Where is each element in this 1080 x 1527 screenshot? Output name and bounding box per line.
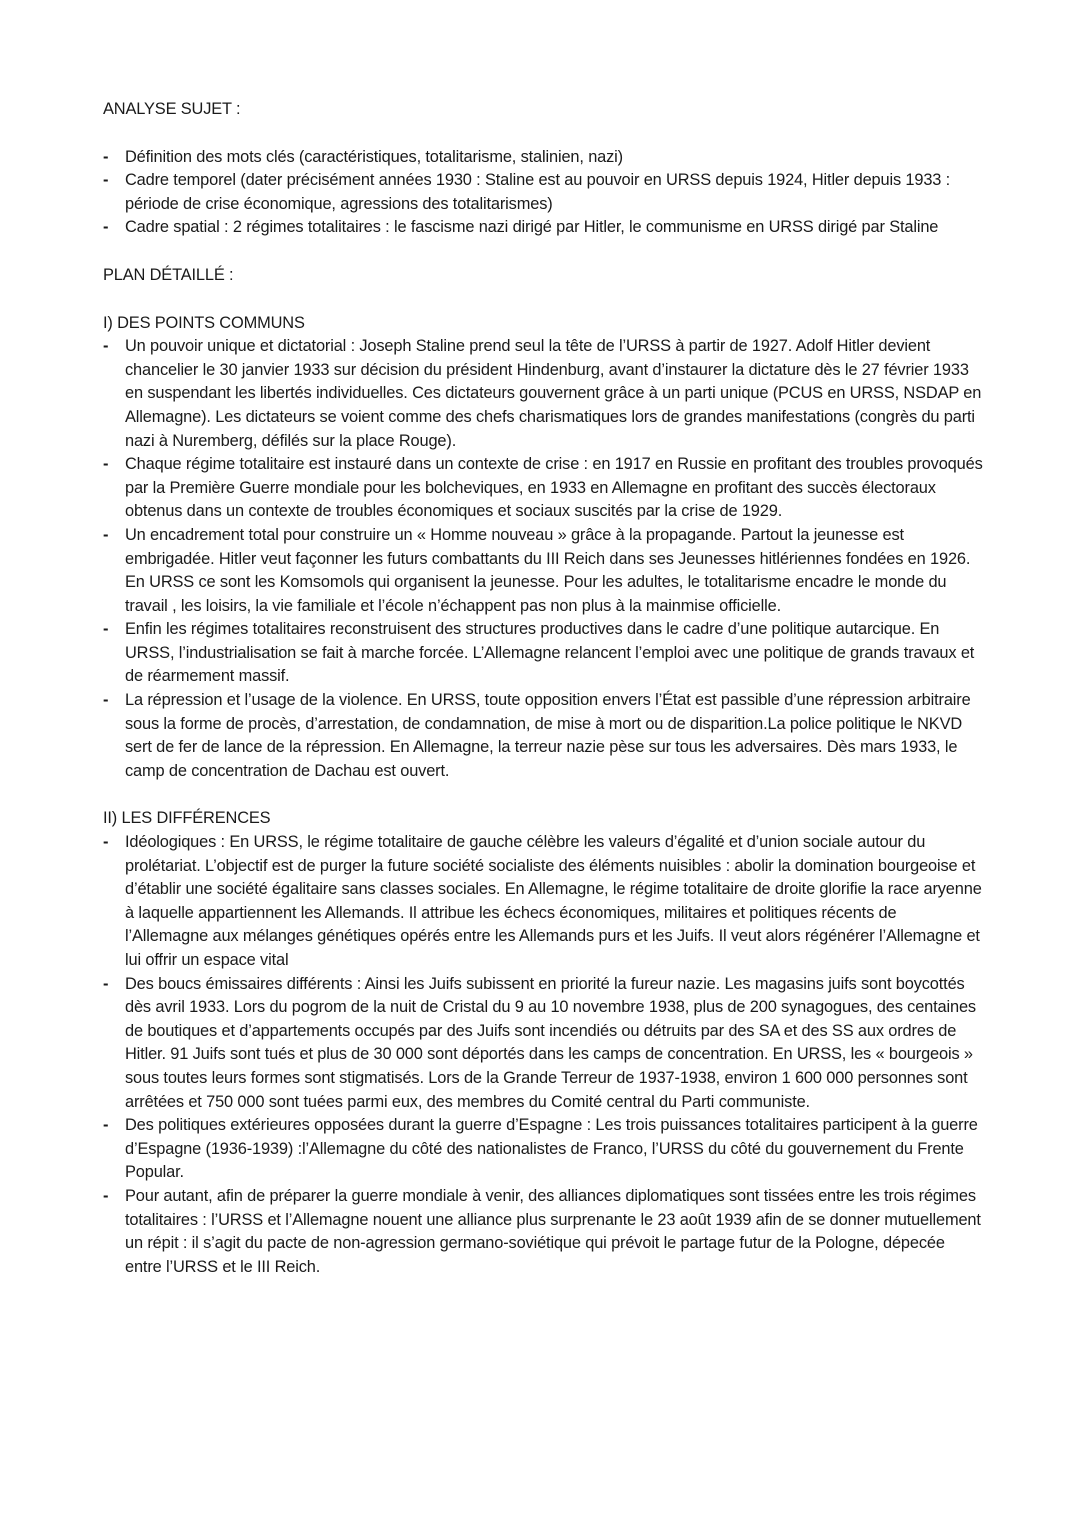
dash-bullet-icon: - — [103, 171, 109, 190]
section-2-list — [103, 831, 983, 1279]
list-item — [103, 831, 983, 973]
analyse-heading: ANALYSE SUJET : — [103, 100, 241, 118]
dash-bullet-icon: - — [103, 455, 109, 474]
list-item-text: Cadre temporel (dater précisément années 1930 : Staline est au pouvoir en URSS depuis 1924, Hitler depuis 1933 : période de crise économique, agressions des totalitarismes) — [125, 171, 951, 213]
dash-bullet-icon: - — [103, 147, 109, 166]
list-item — [103, 1185, 983, 1279]
list-item-text: Idéologiques : En URSS, le régime totalitaire de gauche célèbre les valeurs d’égalité et d’union sociale autour du prolétariat. L’objectif est de purger la future société socialiste des éléments nuisibles : abolir la domination bourgeoise et d’établir une société égalitaire sans classes sociales. En Allemagne, le régime totalitaire de droite glorifie la race aryenne à laquelle appartiennent les Allemands. Il attribue les échecs économiques, militaires et politiques récents de l’Allemagne aux mélanges génétiques opérés entre les Allemands purs et les Juifs. Il veut alors régénérer l’Allemagne et lui offrir un espace vital — [125, 833, 982, 969]
list-item-text: Définition des mots clés (caractéristiques, totalitarisme, stalinien, nazi) — [125, 147, 623, 166]
list-item — [103, 216, 983, 240]
dash-bullet-icon: - — [103, 620, 109, 639]
spacer — [103, 240, 983, 264]
dash-bullet-icon: - — [103, 337, 109, 356]
dash-bullet-icon: - — [103, 218, 109, 237]
list-item — [103, 618, 983, 689]
dash-bullet-icon: - — [103, 974, 109, 993]
list-item — [103, 1114, 983, 1185]
list-item — [103, 169, 983, 216]
spacer — [103, 288, 983, 312]
list-item — [103, 973, 983, 1115]
list-item — [103, 146, 983, 170]
analyse-list — [103, 146, 983, 240]
list-item — [103, 689, 983, 783]
dash-bullet-icon: - — [103, 525, 109, 544]
dash-bullet-icon: - — [103, 1186, 109, 1205]
list-item — [103, 453, 983, 524]
list-item — [103, 335, 983, 453]
dash-bullet-icon: - — [103, 1116, 109, 1135]
dash-bullet-icon: - — [103, 833, 109, 852]
section-1-heading: I) DES POINTS COMMUNS — [103, 313, 305, 332]
list-item-text: Des boucs émissaires différents : Ainsi les Juifs subissent en priorité la fureur nazie. Les magasins juifs sont boycottés dès avril 1933. Lors du pogrom de la nuit de Cristal du 9 au 10 novembre 1938, plus de 200 synagogues, des centaines de boutiques et d’appartements occupés par des Juifs sont incendiés ou détruits par des SA et des SS aux ordres de Hitler. 91 Juifs sont tués et plus de 30 000 sont déportés dans les camps de concentration. En URSS, les « bourgeois » sous toutes leurs formes sont stigmatisés. Lors de la Grande Terreur de 1937-1938, environ 1 600 000 personnes sont arrêtées et 750 000 sont tuées parmi eux, des membres du Comité central du Parti communiste. — [125, 974, 976, 1111]
list-item-text: Pour autant, afin de préparer la guerre mondiale à venir, des alliances diplomatiques sont tissées entre les trois régimes totalitaires : l’URSS et l’Allemagne nouent une alliance plus surprenante le 23 août 1939 afin de se donner mutuellement un répit : il s’agit du pacte de non-agression germano-soviétique qui prévoit le partage futur de la Pologne, dépecée entre l’URSS et le III Reich. — [125, 1186, 981, 1276]
list-item-text: Cadre spatial : 2 régimes totalitaires : le fascisme nazi dirigé par Hitler, le communisme en URSS dirigé par Staline — [125, 218, 939, 237]
section-1-list — [103, 335, 983, 783]
list-item-text: Un pouvoir unique et dictatorial : Joseph Staline prend seul la tête de l’URSS à partir de 1927. Adolf Hitler devient chancelier le 30 janvier 1933 sur décision du président Hindenburg, avant d’instaurer la dictature dès le 27 février 1933 en suspendant les libertés individuelles. Ces dictateurs gouvernent grâce à un parti unique (PCUS en URSS, NSDAP en Allemagne). Les dictateurs se voient comme des chefs charismatiques lors de grandes manifestations (congrès du parti nazi à Nuremberg, défilés sur la place Rouge). — [125, 337, 982, 450]
dash-bullet-icon: - — [103, 691, 109, 710]
section-2-heading: II) LES DIFFÉRENCES — [103, 809, 271, 828]
spacer — [103, 783, 983, 807]
list-item-text: La répression et l’usage de la violence. En URSS, toute opposition envers l’État est passible d’une répression arbitraire sous la forme de procès, d’arrestation, de condamnation, de mise à mort ou de disparition.La police politique le NKVD sert de fer de lance de la répression. En Allemagne, la terreur nazie pèse sur tous les adversaires. Dès mars 1933, le camp de concentration de Dachau est ouvert. — [125, 691, 971, 780]
plan-heading: PLAN DÉTAILLÉ : — [103, 265, 234, 284]
document-page — [103, 98, 983, 1279]
list-item-text: Un encadrement total pour construire un « Homme nouveau » grâce à la propagande. Partout la jeunesse est embrigadée. Hitler veut façonner les futurs combattants du III Reich dans ses Jeunesses hitlériennes fondées en 1926. En URSS ce sont les Komsomols qui organisent la jeunesse. Pour les adultes, le totalitarisme encadre le monde du travail , les loisirs, la vie familiale et l’école n’échappent pas non plus à la mainmise officielle. — [125, 525, 971, 615]
list-item-text: Des politiques extérieures opposées durant la guerre d’Espagne : Les trois puissances totalitaires participent à la guerre d’Espagne (1936-1939) :l’Allemagne du côté des nationalistes de Franco, l’URSS du côté du gouvernement du Frente Popular. — [125, 1116, 978, 1182]
list-item-text: Chaque régime totalitaire est instauré dans un contexte de crise : en 1917 en Russie en profitant des troubles provoqués par la Première Guerre mondiale pour les bolcheviques, en 1933 en Allemagne en profitant des succès électoraux obtenus dans un contexte de troubles économiques et sociaux suscités par la crise de 1929. — [125, 455, 983, 521]
list-item-text: Enfin les régimes totalitaires reconstruisent des structures productives dans le cadre d’une politique autarcique. En URSS, l’industrialisation se fait à marche forcée. L’Allemagne relancent l’emploi avec une politique de grands travaux et de réarmement massif. — [125, 620, 975, 686]
list-item — [103, 524, 983, 618]
spacer — [103, 122, 983, 146]
